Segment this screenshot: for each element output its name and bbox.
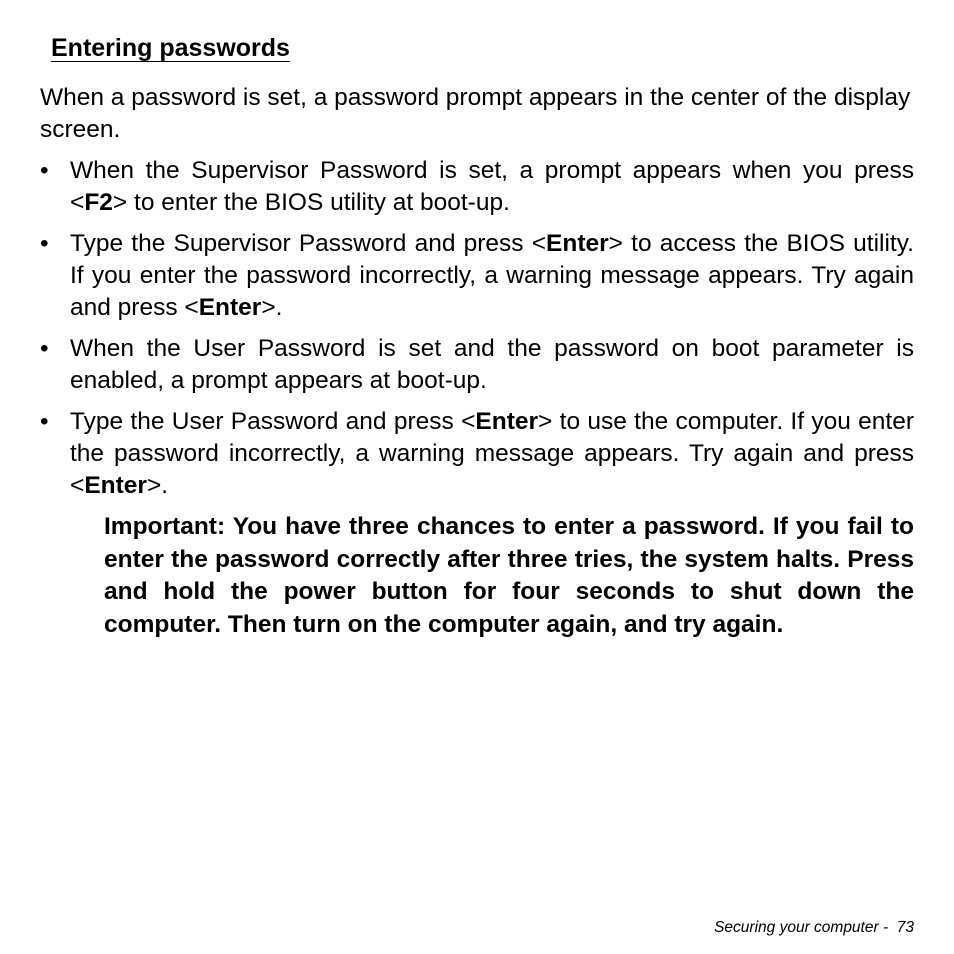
- key-name: Enter: [546, 230, 609, 257]
- intro-paragraph: When a password is set, a password prompt appears in the center of the display screen.: [40, 84, 911, 143]
- bullet-marker: •: [40, 408, 49, 435]
- list-item: [40, 406, 914, 502]
- key-name: Enter: [475, 408, 539, 435]
- list-item: [40, 155, 914, 219]
- important-note: Important: You have three chances to enter a password. If you fail to enter the password correctly after three tries, the system halts. Press and hold the power button for four seconds to shut down the computer. Then turn on the computer again, and try again.: [104, 513, 914, 638]
- bullet-text: Type the User Password and press <: [70, 408, 476, 435]
- bullet-list: [40, 155, 914, 511]
- bullet-text: > to use the computer. If you enter the password incorrectly, a warning message appears. Try again and press <: [70, 408, 914, 499]
- bullet-text: When the User Password is set and the password on boot parameter is enabled, a prompt appears at boot-up.: [70, 335, 914, 394]
- bullet-marker: •: [40, 157, 49, 184]
- key-name: Enter: [84, 472, 147, 499]
- bullet-text: > to access the BIOS utility. If you enter the password incorrectly, a warning message appears. Try again and press <: [70, 230, 914, 321]
- key-name: F2: [84, 189, 113, 216]
- bullet-text: Type the Supervisor Password and press <: [70, 230, 547, 257]
- page-number: 73: [896, 919, 914, 936]
- bullet-marker: •: [40, 335, 49, 362]
- bullet-marker: •: [40, 230, 49, 257]
- bullet-text: > to enter the BIOS utility at boot-up.: [112, 189, 510, 216]
- list-item: [40, 228, 914, 324]
- key-name: Enter: [198, 294, 262, 321]
- list-item: [40, 333, 914, 397]
- section-heading: Entering passwords: [51, 34, 290, 62]
- bullet-text: >.: [146, 472, 169, 499]
- bullet-text: >.: [261, 294, 283, 321]
- page-footer: [714, 918, 914, 938]
- footer-section-title: Securing your computer -: [714, 919, 889, 936]
- bullet-text: When the Supervisor Password is set, a prompt appears when you press <: [70, 157, 914, 216]
